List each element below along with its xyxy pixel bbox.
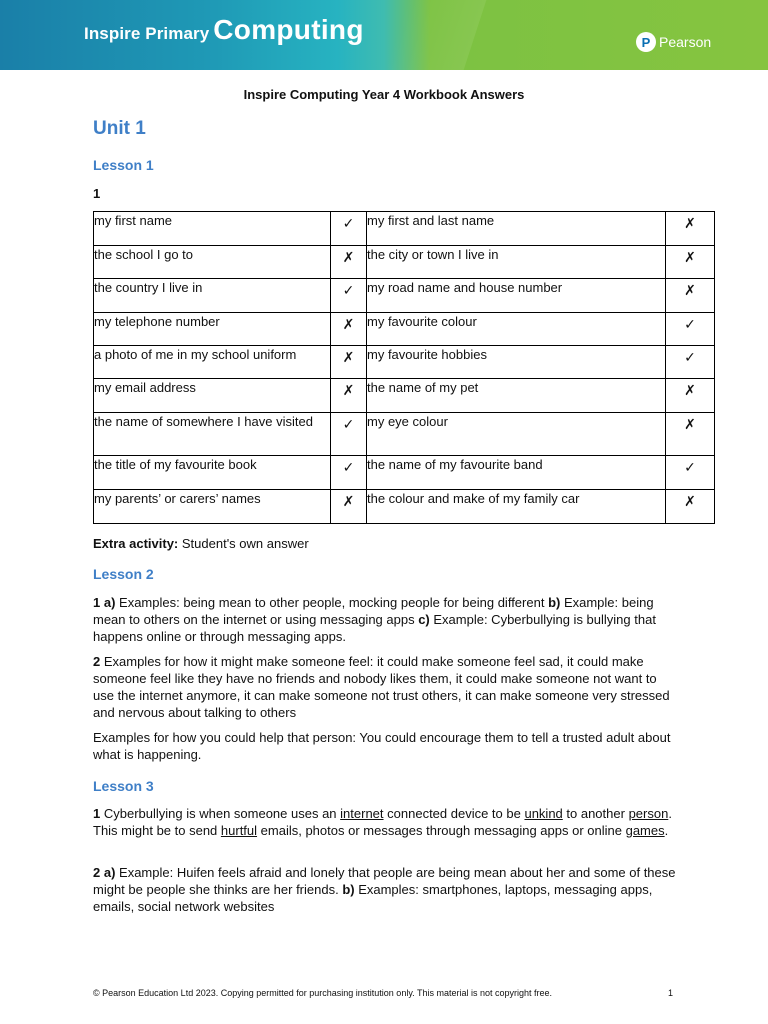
answer-text: connected device to be bbox=[383, 806, 525, 821]
left-mark bbox=[331, 413, 367, 456]
part-label: b) bbox=[342, 882, 355, 897]
right-mark bbox=[666, 490, 715, 524]
mark-icon: ✓ bbox=[342, 282, 355, 298]
table-row bbox=[94, 490, 715, 524]
answer-text: . bbox=[664, 823, 669, 838]
underlined-word: games bbox=[625, 823, 665, 838]
answer-text: . This might be to send bbox=[93, 806, 672, 838]
lesson-1-title: Lesson 1 bbox=[93, 157, 154, 173]
mark-icon: ✓ bbox=[342, 416, 355, 432]
mark-icon: ✗ bbox=[684, 282, 696, 298]
mark-icon: ✗ bbox=[684, 215, 696, 231]
part-label: a) bbox=[100, 595, 116, 610]
mark-icon: ✗ bbox=[684, 249, 696, 265]
part-label: b) bbox=[548, 595, 561, 610]
answer-text: Cyberbullying is when someone uses an bbox=[100, 806, 341, 821]
header-banner bbox=[0, 0, 768, 70]
right-mark bbox=[666, 279, 715, 313]
mark-icon: ✓ bbox=[684, 349, 696, 365]
right-item: the name of my favourite band bbox=[367, 456, 666, 490]
extra-activity-text: Student's own answer bbox=[178, 536, 309, 551]
answer-text: Examples: smartphones, laptops, messaging apps, emails, social network websites bbox=[93, 882, 653, 914]
lesson-3-answer-2 bbox=[93, 864, 678, 915]
table-row bbox=[94, 246, 715, 279]
left-mark bbox=[331, 313, 367, 346]
left-item: my parents’ or carers’ names bbox=[94, 490, 331, 524]
answer-text: emails, photos or messages through messaging apps or online bbox=[257, 823, 626, 838]
left-item: the name of somewhere I have visited bbox=[94, 413, 331, 456]
mark-icon: ✗ bbox=[342, 493, 355, 509]
underlined-word: hurtful bbox=[220, 823, 258, 838]
answer-text: Example: Cyberbullying is bullying that happens online or through messaging apps. bbox=[93, 612, 656, 644]
q-number: 1 bbox=[93, 595, 101, 610]
table-row bbox=[94, 313, 715, 346]
answer-text: Examples: being mean to other people, mocking people for being different bbox=[115, 595, 549, 610]
table-row bbox=[94, 346, 715, 379]
unit-title: Unit 1 bbox=[93, 118, 146, 139]
lesson-2-title: Lesson 2 bbox=[93, 566, 154, 582]
table-row bbox=[94, 279, 715, 313]
right-item: my first and last name bbox=[367, 212, 666, 246]
q-number: 2 bbox=[93, 654, 101, 669]
lesson-3-title: Lesson 3 bbox=[93, 778, 154, 794]
mark-icon: ✗ bbox=[342, 382, 355, 398]
right-mark bbox=[666, 379, 715, 413]
publisher-logo bbox=[636, 32, 711, 52]
document-title: Inspire Computing Year 4 Workbook Answers bbox=[243, 87, 525, 102]
part-label: a) bbox=[100, 865, 116, 880]
left-item: the school I go to bbox=[94, 246, 331, 279]
right-mark bbox=[666, 313, 715, 346]
left-mark bbox=[331, 346, 367, 379]
left-item: a photo of me in my school uniform bbox=[94, 346, 331, 379]
right-item: my road name and house number bbox=[367, 279, 666, 313]
left-mark bbox=[331, 490, 367, 524]
page-number: 1 bbox=[668, 988, 674, 998]
table-row bbox=[94, 212, 715, 246]
left-item: my email address bbox=[94, 379, 331, 413]
part-label: c) bbox=[418, 612, 430, 627]
right-item: my eye colour bbox=[367, 413, 666, 456]
right-mark bbox=[666, 346, 715, 379]
right-item: my favourite hobbies bbox=[367, 346, 666, 379]
underlined-word: internet bbox=[340, 806, 384, 821]
copyright-footer: © Pearson Education Ltd 2023. Copying permitted for purchasing institution only. This material is not copyright free. bbox=[93, 988, 553, 998]
mark-icon: ✗ bbox=[684, 382, 696, 398]
mark-icon: ✗ bbox=[684, 416, 696, 432]
pearson-logo-icon: P bbox=[636, 32, 656, 52]
right-mark bbox=[666, 413, 715, 456]
right-item: the colour and make of my family car bbox=[367, 490, 666, 524]
mark-icon: ✗ bbox=[342, 249, 355, 265]
right-item: my favourite colour bbox=[367, 313, 666, 346]
answer-text: Example: Huifen feels afraid and lonely that people are being mean about her and some of these might be people she thinks are her friends. bbox=[93, 865, 676, 897]
left-mark bbox=[331, 279, 367, 313]
mark-icon: ✓ bbox=[684, 316, 696, 332]
mark-icon: ✓ bbox=[342, 459, 355, 475]
banner-diagonal-accent bbox=[384, 0, 487, 70]
lesson-2-answer-1 bbox=[93, 594, 678, 645]
underlined-word: person bbox=[628, 806, 669, 821]
underlined-word: unkind bbox=[524, 806, 563, 821]
mark-icon: ✓ bbox=[684, 459, 696, 475]
question-number: 1 bbox=[93, 186, 101, 201]
table-row bbox=[94, 379, 715, 413]
q-number: 1 bbox=[93, 806, 101, 821]
lesson-3-answer-1 bbox=[93, 805, 678, 839]
mark-icon: ✗ bbox=[342, 349, 355, 365]
lesson-2-answer-3: Examples for how you could help that person: You could encourage them to tell a trusted adult about what is happening. bbox=[93, 730, 671, 762]
right-mark bbox=[666, 212, 715, 246]
brand-title bbox=[84, 14, 364, 46]
table-row bbox=[94, 456, 715, 490]
mark-icon: ✓ bbox=[342, 215, 355, 231]
personal-info-table bbox=[93, 211, 715, 524]
left-mark bbox=[331, 212, 367, 246]
left-item: my telephone number bbox=[94, 313, 331, 346]
answer-text: to another bbox=[562, 806, 629, 821]
answer-text: Examples for how it might make someone feel: it could make someone feel sad, it could make someone feel like they have no friends and nobody likes them, it could make someone not want to use the internet anymore, it can make someone not trust others, it can make someone very stressed and nervous about talking to others bbox=[93, 654, 670, 720]
left-mark bbox=[331, 456, 367, 490]
brand-prefix: Inspire Primary bbox=[84, 24, 210, 43]
extra-activity bbox=[93, 535, 678, 552]
right-mark bbox=[666, 456, 715, 490]
right-item: the city or town I live in bbox=[367, 246, 666, 279]
left-item: the country I live in bbox=[94, 279, 331, 313]
left-mark bbox=[331, 246, 367, 279]
q-number: 2 bbox=[93, 865, 101, 880]
publisher-name: Pearson bbox=[659, 34, 712, 50]
left-item: my first name bbox=[94, 212, 331, 246]
lesson-2-answer-2 bbox=[93, 653, 678, 721]
brand-main: Computing bbox=[213, 14, 364, 45]
extra-activity-label: Extra activity: bbox=[93, 536, 179, 551]
mark-icon: ✗ bbox=[342, 316, 355, 332]
left-item: the title of my favourite book bbox=[94, 456, 331, 490]
answer-text: Example: being mean to others on the internet or using messaging apps bbox=[93, 595, 654, 627]
right-item: the name of my pet bbox=[367, 379, 666, 413]
table-row bbox=[94, 413, 715, 456]
right-mark bbox=[666, 246, 715, 279]
mark-icon: ✗ bbox=[684, 493, 696, 509]
left-mark bbox=[331, 379, 367, 413]
